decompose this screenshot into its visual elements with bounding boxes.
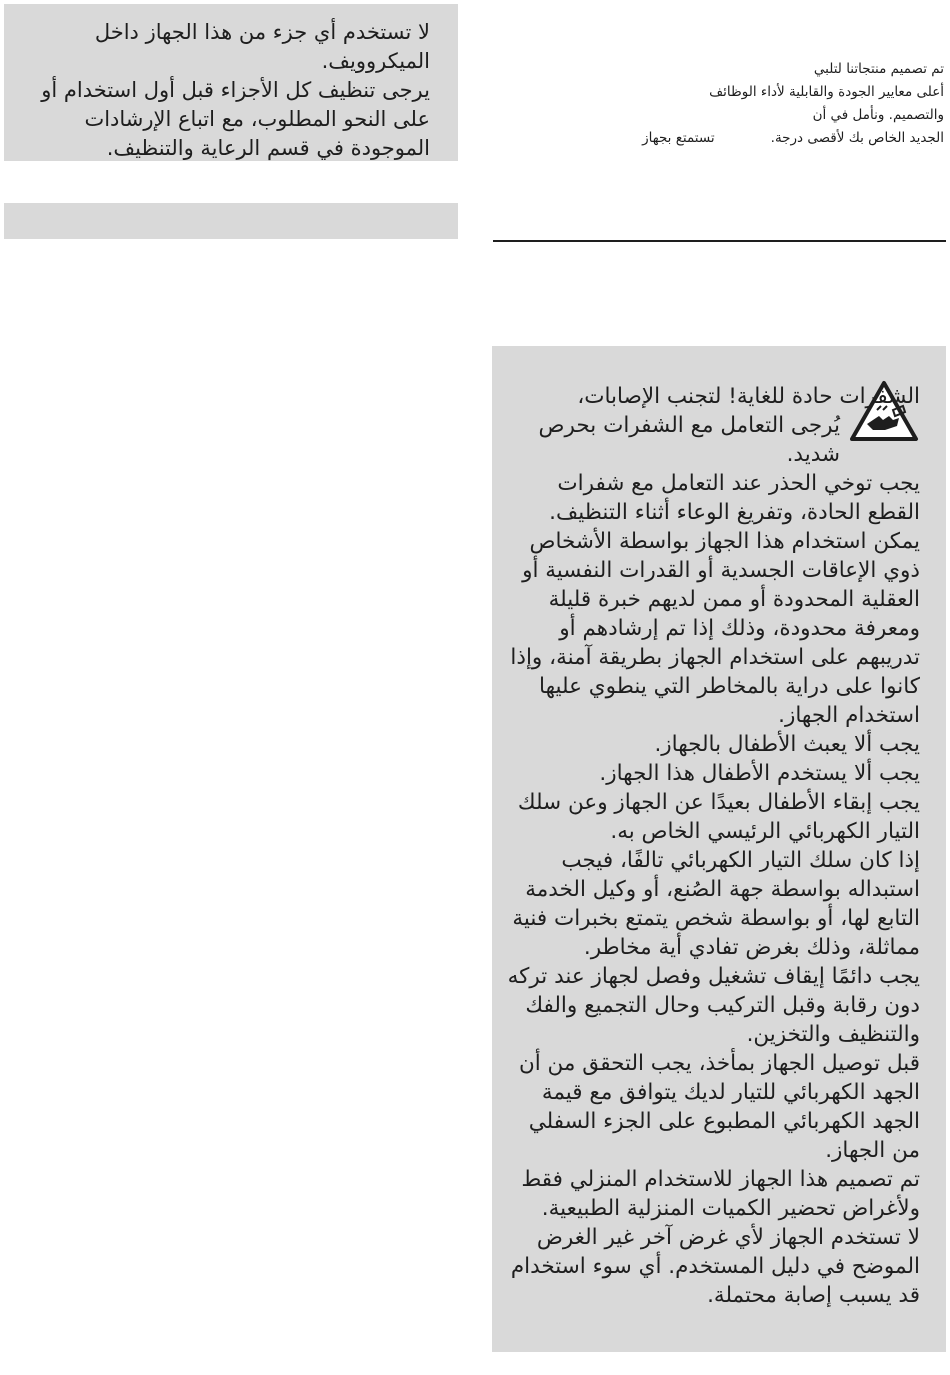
- blade-warning-paragraph: الشفرات حادة للغاية! لتجنب الإصابات، يُرجى التعامل مع الشفرات بحرص شديد.: [538, 384, 920, 467]
- safety-paragraph: يجب ألا يعبث الأطفال بالجهاز.: [654, 732, 920, 757]
- intro-line: الجديد الخاص بك لأقصى درجة.تستمتع بجهاز: [642, 130, 944, 146]
- intro-paragraph: [584, 58, 944, 150]
- safety-paragraph: لا تستخدم الجهاز لأي غرض آخر غير الغرض الموضح في دليل المستخدم. أي سوء استخدام قد يسبب إصابة محتملة.: [510, 1225, 920, 1308]
- safety-paragraph: يجب دائمًا إيقاف تشغيل وفصل لجهاز عند تركه دون رقابة وقبل التركيب وحال التجميع والفك والتنظيف والتخزين.: [507, 964, 920, 1047]
- safety-paragraph: تم تصميم هذا الجهاز للاستخدام المنزلي فقط ولأغراض تحضير الكميات المنزلية الطبيعية.: [521, 1167, 920, 1221]
- safety-paragraph: قبل توصيل الجهاز بمأخذ، يجب التحقق من أن الجهد الكهربائي للتيار لديك يتوافق مع قيمة الجهد الكهربائي المطبوع على الجزء السفلي من الجهاز.: [518, 1051, 920, 1163]
- safety-paragraph: يمكن استخدام هذا الجهاز بواسطة الأشخاص ذوي الإعاقات الجسدية أو القدرات النفسية أو العقلية المحدودة أو ممن لديهم خبرة قليلة ومعرفة محدودة، وذلك إذا تم إرشادهم أو تدريبهم على استخدام الجهاز بطريقة آمنة، وإذا كانوا على دراية بالمخاطر التي ينطوي عليها استخدام الجهاز.: [510, 529, 920, 728]
- safety-paragraph: يجب توخي الحذر عند التعامل مع شفرات القطع الحادة، وتفريغ الوعاء أثناء التنظيف.: [549, 471, 920, 525]
- microwave-warning-text: لا تستخدم أي جزء من هذا الجهاز داخل الميكروويف. يرجى تنظيف كل الأجزاء قبل أول استخدام أو على النحو المطلوب، مع اتباع الإرشادات الموجودة في قسم الرعاية والتنظيف.: [41, 20, 430, 160]
- safety-paragraph: يجب إبقاء الأطفال بعيدًا عن الجهاز وعن سلك التيار الكهربائي الرئيسي الخاص به.: [517, 790, 920, 844]
- parts-list: [0, 0, 470, 1375]
- safety-text: [500, 382, 920, 1310]
- safety-paragraph: يجب ألا يستخدم الأطفال هذا الجهاز.: [599, 761, 920, 786]
- intro-line: تم تصميم منتجاتنا لتلبي: [813, 61, 944, 77]
- intro-line: والتصميم. ونأمل في أن: [812, 107, 944, 123]
- horizontal-rule: [493, 240, 946, 242]
- intro-line: أعلى معايير الجودة والقابلية لأداء الوظائف: [709, 84, 944, 100]
- safety-paragraph: إذا كان سلك التيار الكهربائي تالفًا، فيجب استبداله بواسطة جهة الصُنع، أو وكيل الخدمة التابع لها، أو بواسطة شخص يتمتع بخبرات فنية مماثلة، وذلك بغرض تفادي أية مخاطر.: [512, 848, 920, 960]
- safety-instructions-box: [492, 346, 946, 1352]
